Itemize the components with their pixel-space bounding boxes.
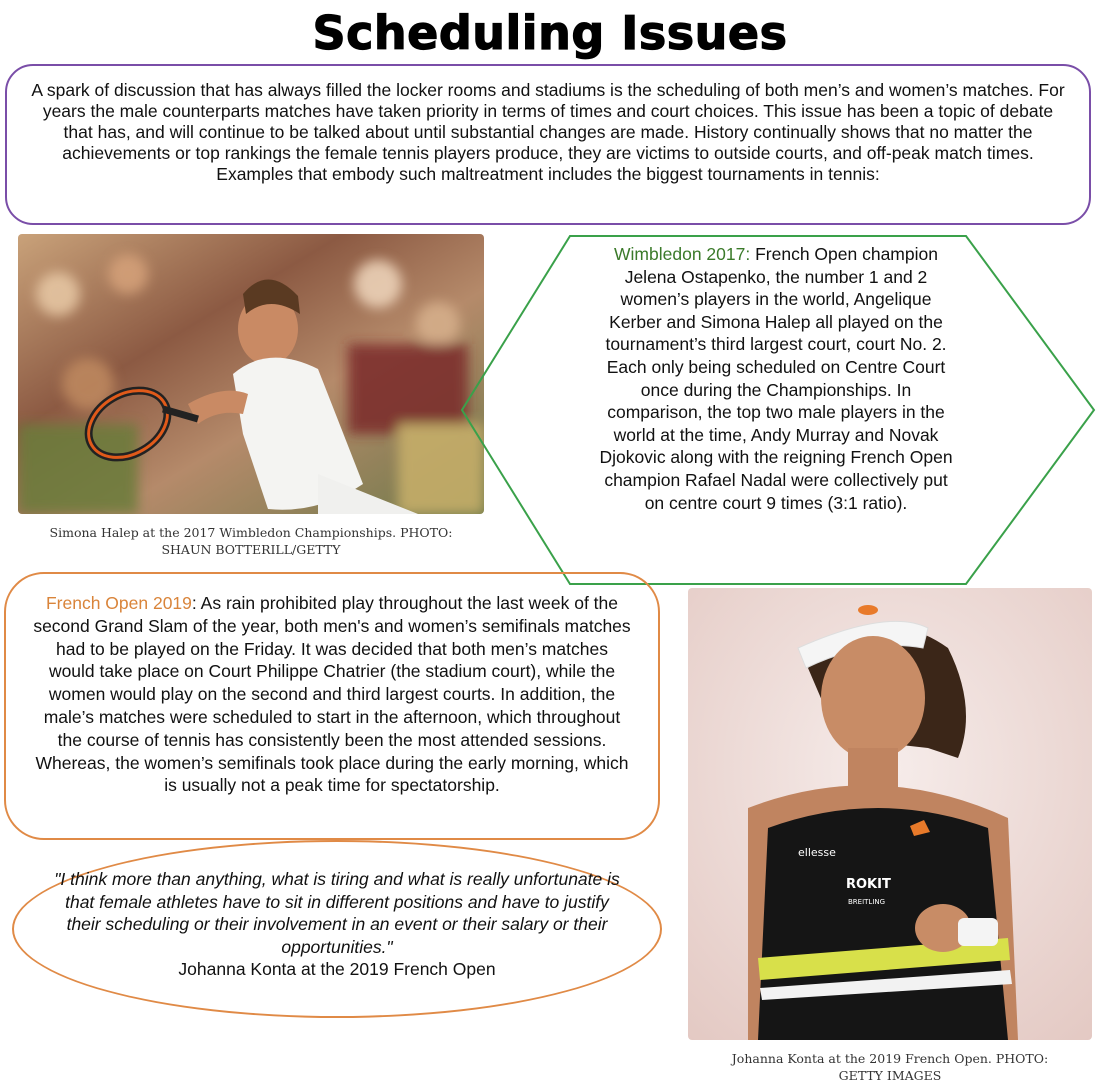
halep-caption-line2: SHAUN BOTTERILL/GETTY [161,542,341,557]
halep-photo [18,234,484,514]
page-title: Scheduling Issues [312,6,788,60]
konta-photo-illustration [688,588,1092,1040]
shirt-sponsor2-text: BREITLING [848,898,886,906]
wimbledon-label: Wimbledon 2017: [614,244,751,264]
konta-caption-line2: GETTY IMAGES [838,1068,942,1083]
wimbledon-text [598,243,954,514]
halep-photo-illustration [18,234,484,514]
intro-text: A spark of discussion that has always filled the locker rooms and stadiums is the scheduling of both men’s and women’s matches. For years the male counterparts matches have taken priority in terms of times and court choices. This issue has been a topic of debate that has, and will continue to be talked about until substantial changes are made. History continually shows that no matter the achievements or top rankings the female tennis players produce, they are victims to outside courts, and off-peak match times. Examples that embody such maltreatment includes the biggest tournaments in tennis: [31,80,1065,184]
french-open-body: : As rain prohibited play throughout the last week of the second Grand Slam of the year, both men's and women’s semifinals matches had to be played on the Friday. It was decided that both men’s matches would take place on Court Philippe Chatrier (the stadium court), while the women would play on the second and third largest courts. In addition, the male’s matches were scheduled to start in the afternoon, which throughout the course of tennis has consistently been the most attended sessions. Whereas, the women’s semifinals took place during the early morning, which is usually not a peak time for spectatorship. [33,593,631,796]
shirt-brand-text: ellesse [798,846,836,859]
wimbledon-body: French Open champion Jelena Ostapenko, the number 1 and 2 women’s players in the world, Angelique Kerber and Simona Halep all played on the tournament’s third largest court, court No. 2. Each only being scheduled on Centre Court once during the Championships. In comparison, the top two male players in the world at the time, Andy Murray and Novak Djokovic along with the reigning French Open champion Rafael Nadal were collectively put on centre court 9 times (3:1 ratio). [599,244,953,513]
french-open-box [4,572,660,840]
konta-caption-line1: Johanna Konta at the 2019 French Open. PHOTO: [731,1051,1049,1066]
quote-box [12,840,662,1018]
intro-box [5,64,1091,225]
quote-attribution: Johanna Konta at the 2019 French Open [178,959,496,980]
halep-caption [18,524,484,558]
konta-caption [688,1050,1092,1084]
quote-text: "I think more than anything, what is tiring and what is really unfortunate is that female athletes have to sit in different positions and have to justify their scheduling or their involvement in an event or their salary or their opportunities." [54,869,620,957]
shirt-sponsor-text: ROKIT [846,877,891,892]
halep-caption-line1: Simona Halep at the 2017 Wimbledon Championships. PHOTO: [49,525,453,540]
french-open-label: French Open 2019 [45,593,192,613]
konta-photo [688,588,1092,1040]
